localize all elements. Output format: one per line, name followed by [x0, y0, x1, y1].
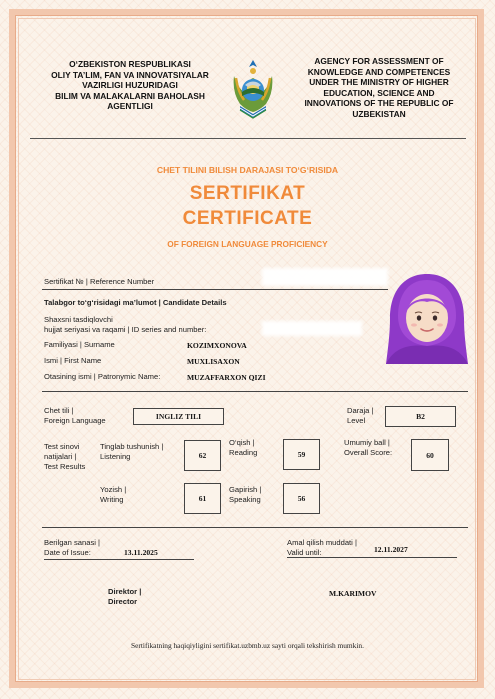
redacted-id-number: [262, 321, 362, 336]
listening-score: 62: [184, 440, 221, 471]
title-certificate: CERTIFICATE: [182, 208, 313, 229]
surname-value: KOZIMXONOVA: [187, 341, 247, 350]
overall-score: 60: [411, 439, 449, 471]
valid-until-underline: [287, 557, 457, 558]
language-value: INGLIZ TILI: [133, 408, 224, 425]
header-divider: [30, 138, 466, 139]
id-label-line2: hujjat seriyasi va raqami | ID series and number:: [44, 325, 207, 334]
listening-label: Tinglab tushunish | Listening: [100, 442, 164, 461]
level-value: B2: [385, 406, 456, 427]
patronymic-value: MUZAFFARXON QIZI: [187, 373, 266, 382]
speaking-label: Gapirish | Speaking: [229, 485, 262, 504]
state-emblem-icon: [228, 58, 278, 120]
director-label: Direktor | Director: [108, 587, 142, 606]
candidate-section-label: Talabgor to‘g‘risidagi ma’lumot | Candidate Details: [44, 298, 227, 307]
title-subtitle-en: OF FOREIGN LANGUAGE PROFICIENCY: [167, 239, 328, 249]
issue-date-underline: [44, 559, 194, 560]
valid-until-value: 12.11.2027: [374, 545, 408, 554]
language-label: Chet tili | Foreign Language: [44, 406, 106, 425]
issue-date-value: 13.11.2025: [124, 548, 158, 557]
reading-score: 59: [283, 439, 320, 470]
test-results-label: Test sinovi natijalari | Test Results: [44, 442, 86, 471]
id-label-line1: Shaxsni tasdiqlovchi: [44, 315, 113, 324]
candidate-photo-avatar-icon: [384, 272, 470, 366]
surname-label: Familiyasi | Surname: [44, 340, 115, 349]
level-label: Daraja | Level: [347, 406, 374, 425]
agency-name-en: AGENCY FOR ASSESSMENT OF KNOWLEDGE AND COMPETENCES UNDER THE MINISTRY OF HIGHER EDUCATION, SCIENCE AND INNOVATIONS OF THE REPUBLIC OF UZBEKISTAN: [304, 56, 454, 119]
reading-label: O‘qish | Reading: [229, 438, 258, 457]
reference-number-label: Sertifikat № | Reference Number: [44, 277, 155, 286]
agency-name-uz: O‘ZBEKISTON RESPUBLIKASI OLIY TA’LIM, FAN VA INNOVATSIYALAR VAZIRLIGI HUZURIDAGI BILIM VA MALAKALARNI BAHOLASH AGENTLIGI: [51, 59, 209, 112]
reference-divider: [42, 289, 388, 290]
candidate-divider: [42, 391, 468, 392]
director-name: M.KARIMOV: [329, 589, 377, 598]
results-divider: [42, 527, 468, 528]
first-name-label: Ismi | First Name: [44, 356, 102, 365]
title-sertifikat: SERTIFIKAT: [189, 183, 306, 204]
first-name-value: MUXLISAXON: [187, 357, 240, 366]
issue-date-label: Berilgan sanasi | Date of Issue:: [44, 538, 101, 557]
writing-label: Yozish | Writing: [100, 485, 127, 504]
writing-score: 61: [184, 483, 221, 514]
title-subtitle-uz: CHET TILINI BILISH DARAJASI TO‘G‘RISIDA: [156, 165, 339, 175]
verification-footer: Sertifikatning haqiqiyligini sertifikat.uzbmb.uz sayti orqali tekshirish mumkin.: [131, 641, 364, 650]
valid-until-label: Amal qilish muddati | Valid until:: [287, 538, 357, 557]
redacted-reference-number: [262, 268, 388, 286]
speaking-score: 56: [283, 483, 320, 514]
overall-score-label: Umumiy ball | Overall Score:: [344, 438, 393, 457]
patronymic-label: Otasining ismi | Patronymic Name:: [44, 372, 161, 381]
